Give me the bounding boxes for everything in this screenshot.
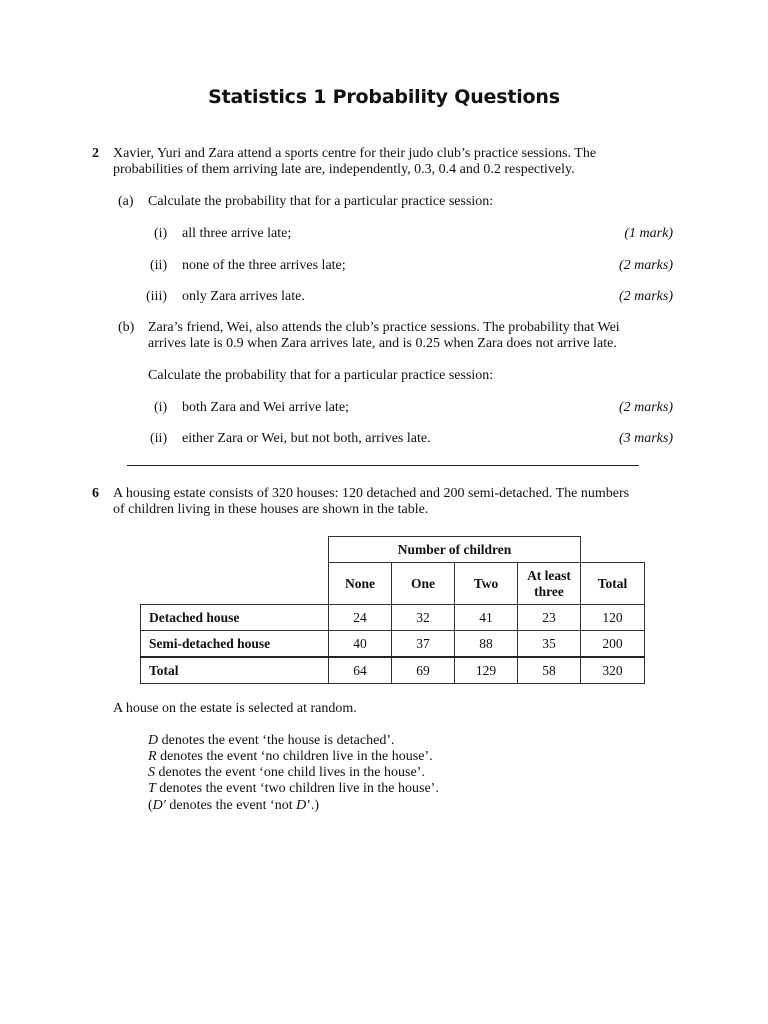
page-title: Statistics 1 Probability Questions <box>208 86 560 108</box>
part-a-stem: Calculate the probability that for a particular practice session: <box>148 194 494 209</box>
event-symbol: T <box>148 781 156 796</box>
table-group-header: Number of children <box>329 537 581 563</box>
table-col-header: None <box>329 563 392 605</box>
table-col-header: Total <box>581 563 645 605</box>
table-row <box>141 605 645 631</box>
table-col-header-line1: At least <box>527 567 571 583</box>
table-col-header: One <box>392 563 455 605</box>
part-b-label: (b) <box>118 320 135 335</box>
part-a-ii-text: none of the three arrives late; <box>182 258 346 273</box>
table-cell: 200 <box>581 631 645 658</box>
part-a-i-marks: (1 mark) <box>624 226 673 241</box>
table-row <box>141 657 645 684</box>
table-cell: 129 <box>455 657 518 684</box>
table-cell: 23 <box>518 605 581 631</box>
part-a-iii-text: only Zara arrives late. <box>182 289 305 304</box>
event-text: denotes the event ‘two children live in the house’. <box>155 781 439 796</box>
part-b-ii-label: (ii) <box>150 431 168 446</box>
event-text: denotes the event ‘one child lives in the house’. <box>155 765 425 780</box>
event-definition <box>148 765 425 781</box>
table-cell: 35 <box>518 631 581 658</box>
table-cell: 64 <box>329 657 392 684</box>
table-row-label: Semi-detached house <box>141 631 329 658</box>
selection-text: A house on the estate is selected at random. <box>113 701 357 716</box>
part-b-i-text: both Zara and Wei arrive late; <box>182 400 349 415</box>
event-definition <box>148 781 439 797</box>
part-a-i-text: all three arrive late; <box>182 226 292 241</box>
table-cell: 24 <box>329 605 392 631</box>
table-row-label: Detached house <box>141 605 329 631</box>
table-cell: 58 <box>518 657 581 684</box>
table-cell: 32 <box>392 605 455 631</box>
event-symbol: D <box>296 798 307 813</box>
part-a-i-label: (i) <box>154 226 168 241</box>
event-definition <box>148 749 433 765</box>
part-b-ii-text: either Zara or Wei, but not both, arrives late. <box>182 431 431 446</box>
question-2-intro-line2: probabilities of them arriving late are, independently, 0.3, 0.4 and 0.2 respectively. <box>113 162 575 177</box>
event-symbol: S <box>148 765 155 780</box>
table-row <box>141 631 645 658</box>
table-col-header-line2: three <box>534 583 564 599</box>
table-cell: 69 <box>392 657 455 684</box>
part-a-iii-marks: (2 marks) <box>618 289 673 304</box>
event-symbol: D′ <box>152 798 166 813</box>
part-b-i-label: (i) <box>154 400 168 415</box>
table-row-label: Total <box>141 657 329 684</box>
table-cell: 41 <box>455 605 518 631</box>
question-2-number: 2 <box>92 146 99 161</box>
part-b-i-marks: (2 marks) <box>618 400 673 415</box>
table-col-header: Two <box>455 563 518 605</box>
event-text: denotes the event ‘the house is detached’. <box>158 733 395 748</box>
event-text: denotes the event ‘no children live in the house’. <box>156 749 433 764</box>
part-a-ii-marks: (2 marks) <box>618 258 673 273</box>
table-cell: 88 <box>455 631 518 658</box>
table-cell: 120 <box>581 605 645 631</box>
part-b-stem2: Calculate the probability that for a particular practice session: <box>148 368 494 383</box>
event-symbol: D <box>148 733 159 748</box>
part-b-ii-marks: (3 marks) <box>618 431 673 446</box>
question-2-intro-line1: Xavier, Yuri and Zara attend a sports centre for their judo club’s practice sessions. The <box>113 146 597 161</box>
event-symbol: R <box>148 749 157 764</box>
part-b-stem-line1: Zara’s friend, Wei, also attends the club’s practice sessions. The probability that Wei <box>148 320 620 335</box>
table-col-header <box>518 563 581 605</box>
section-divider <box>127 465 639 466</box>
part-a-ii-label: (ii) <box>150 258 168 273</box>
part-a-label: (a) <box>118 194 134 209</box>
question-6-intro-line2: of children living in these houses are shown in the table. <box>113 502 429 517</box>
complement-note: (D′ denotes the event ‘not D’.) <box>148 798 320 813</box>
event-definition <box>148 733 394 749</box>
children-table <box>140 536 645 684</box>
part-b-stem-line2: arrives late is 0.9 when Zara arrives late, and is 0.25 when Zara does not arrive late. <box>148 336 617 351</box>
table-cell: 320 <box>581 657 645 684</box>
table-cell: 40 <box>329 631 392 658</box>
question-6-intro-line1: A housing estate consists of 320 houses: 120 detached and 200 semi-detached. The numbers <box>113 486 630 501</box>
question-6-number: 6 <box>92 486 99 501</box>
table-cell: 37 <box>392 631 455 658</box>
part-a-iii-label: (iii) <box>146 289 167 304</box>
